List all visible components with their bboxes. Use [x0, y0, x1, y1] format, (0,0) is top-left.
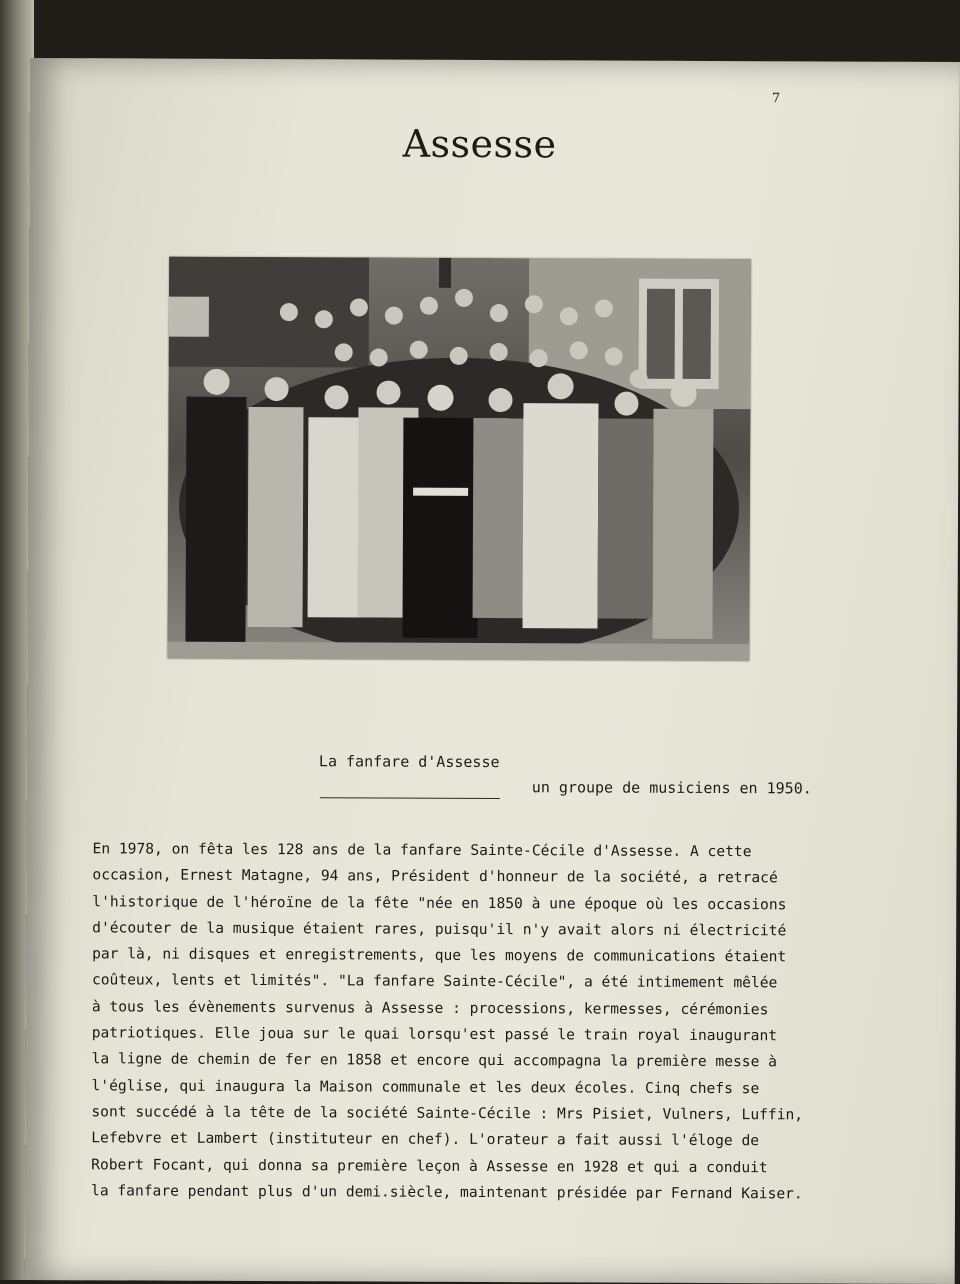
- group-photo: [167, 257, 751, 662]
- body-line: la ligne de chemin de fer en 1858 et encore qui accompagna la première messe à: [91, 1050, 777, 1071]
- body-paragraph: [91, 836, 853, 1207]
- body-line: à tous les évènements survenus à Assesse : processions, kermesses, cérémonies: [91, 998, 769, 1019]
- body-line: occasion, Ernest Matagne, 94 ans, Président d'honneur de la société, a retracé: [92, 866, 778, 887]
- body-line: Robert Focant, qui donna sa première leçon à Assesse en 1928 et qui a conduit: [91, 1155, 768, 1176]
- group-photo-image: [167, 257, 751, 662]
- body-line: l'église, qui inaugura la Maison communale et les deux écoles. Cinq chefs se: [91, 1076, 760, 1097]
- body-line: par là, ni disques et enregistrements, que les moyens de communications étaient: [92, 945, 787, 966]
- page-title: Assesse: [402, 121, 557, 167]
- body-line: d'écouter de la musique étaient rares, puisqu'il n'y avait alors ni électricité: [92, 919, 787, 940]
- caption-underline: [320, 797, 500, 799]
- page-number: 7: [771, 91, 781, 107]
- body-line: la fanfare pendant plus d'un demi.siècle, maintenant présidée par Fernand Kaiser.: [91, 1182, 803, 1203]
- body-line: l'historique de l'héroïne de la fête "née en 1850 à une époque où les occasions: [92, 892, 787, 913]
- book-page: [25, 58, 960, 1284]
- photo-caption-subtitle: un groupe de musiciens en 1950.: [531, 778, 812, 798]
- photo-caption-title: La fanfare d'Assesse: [318, 752, 500, 772]
- body-line: sont succédé à la tête de la société Sainte-Cécile : Mrs Pisiet, Vulners, Luffin,: [91, 1103, 804, 1124]
- body-line: patriotiques. Elle joua sur le quai lorsqu'est passé le train royal inaugurant: [91, 1024, 778, 1045]
- body-line: Lefebvre et Lambert (instituteur en chef). L'orateur a fait aussi l'éloge de: [91, 1129, 760, 1150]
- body-line: coûteux, lents et limités". "La fanfare Sainte-Cécile", a été intimement mêlée: [91, 971, 778, 992]
- body-line: En 1978, on fêta les 128 ans de la fanfare Sainte-Cécile d'Assesse. A cette: [92, 840, 752, 861]
